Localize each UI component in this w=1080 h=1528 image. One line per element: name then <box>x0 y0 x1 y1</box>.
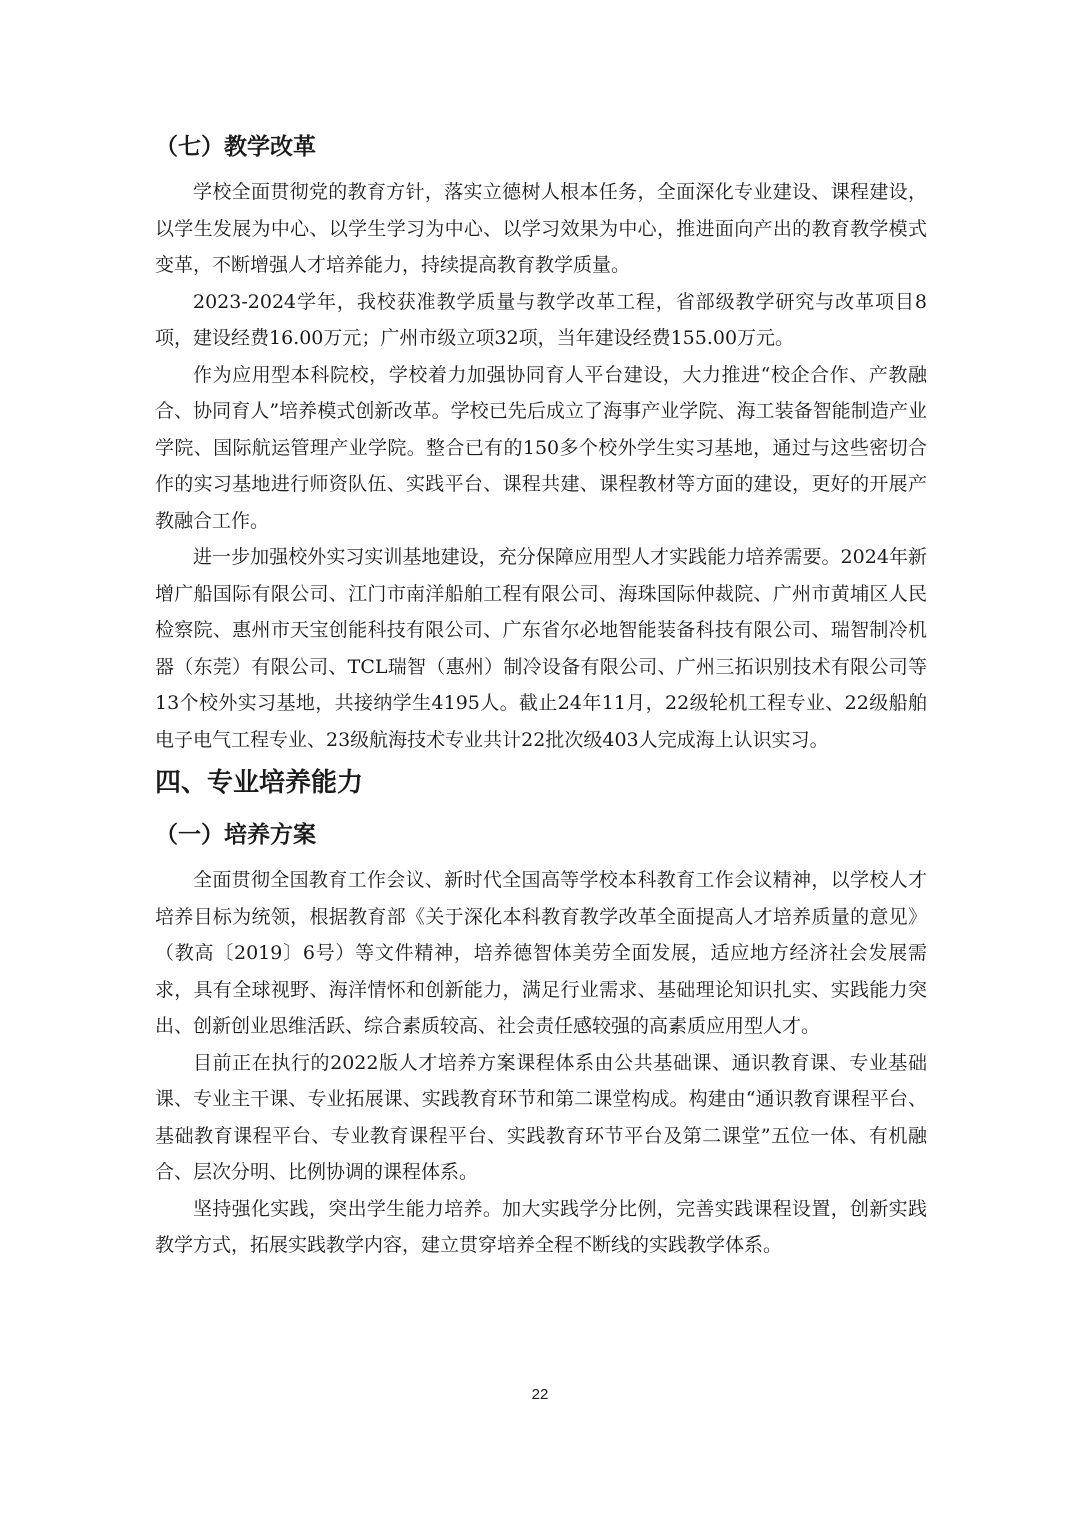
paragraph: 进一步加强校外实习实训基地建设，充分保障应用型人才实践能力培养需要。2024年新增广船国际有限公司、江门市南洋船舶工程有限公司、海珠国际仲裁院、广州市黄埔区人民检察院、惠州市天宝创能科技有限公司、广东省尔必地智能装备科技有限公司、瑞智制冷机器（东莞）有限公司、TCL瑞智（惠州）制冷设备有限公司、广州三拓识别技术有限公司等13个校外实习基地，共接纳学生4195人。截止24年11月，22级轮机工程专业、22级船舶电子电气工程专业、23级航海技术专业共计22批次级403人完成海上认识实习。 <box>155 546 927 751</box>
paragraph: 目前正在执行的2022版人才培养方案课程体系由公共基础课、通识教育课、专业基础课、专业主干课、专业拓展课、实践教育环节和第二课堂构成。构建由“通识教育课程平台、基础教育课程平台、专业教育课程平台、实践教育环节平台及第二课堂”五位一体、有机融合、层次分明、比例协调的课程体系。 <box>155 1051 927 1183</box>
paragraph: 全面贯彻全国教育工作会议、新时代全国高等学校本科教育工作会议精神，以学校人才培养目标为统领，根据教育部《关于深化本科教育教学改革全面提高人才培养质量的意见》（教高〔2019〕6号）等文件精神，培养德智体美劳全面发展，适应地方经济社会发展需求，具有全球视野、海洋情怀和创新能力，满足行业需求、基础理论知识扎实、实践能力突出、创新创业思维活跃、综合素质较高、社会责任感较强的高素质应用型人才。 <box>155 869 927 1037</box>
paragraph: 学校全面贯彻党的教育方针，落实立德树人根本任务，全面深化专业建设、课程建设，以学生发展为中心、以学生学习为中心、以学习效果为中心，推进面向产出的教育教学模式变革，不断增强人才培养能力，持续提高教育教学质量。 <box>155 181 927 276</box>
section-heading-training-plan: （一）培养方案 <box>155 822 316 848</box>
page-number: 22 <box>531 1386 549 1403</box>
paragraph: 2023-2024学年，我校获准教学质量与教学改革工程，省部级教学研究与改革项目8项，建设经费16.00万元；广州市级立项32项，当年建设经费155.00万元。 <box>155 290 927 349</box>
paragraph: 作为应用型本科院校，学校着力加强协同育人平台建设，大力推进“校企合作、产教融合、协同育人”培养模式创新改革。学校已先后成立了海事产业学院、海工装备智能制造产业学院、国际航运管理产业学院。整合已有的150多个校外学生实习基地，通过与这些密切合作的实习基地进行师资队伍、实践平台、课程共建、课程教材等方面的建设，更好的开展产教融合工作。 <box>155 363 927 532</box>
page-content <box>155 124 927 1264</box>
paragraph: 坚持强化实践，突出学生能力培养。加大实践学分比例，完善实践课程设置，创新实践教学方式，拓展实践教学内容，建立贯穿培养全程不断线的实践教学体系。 <box>155 1197 927 1256</box>
section-heading-teaching-reform: （七）教学改革 <box>155 134 316 160</box>
chapter-heading-professional-training: 四、专业培养能力 <box>155 768 364 798</box>
